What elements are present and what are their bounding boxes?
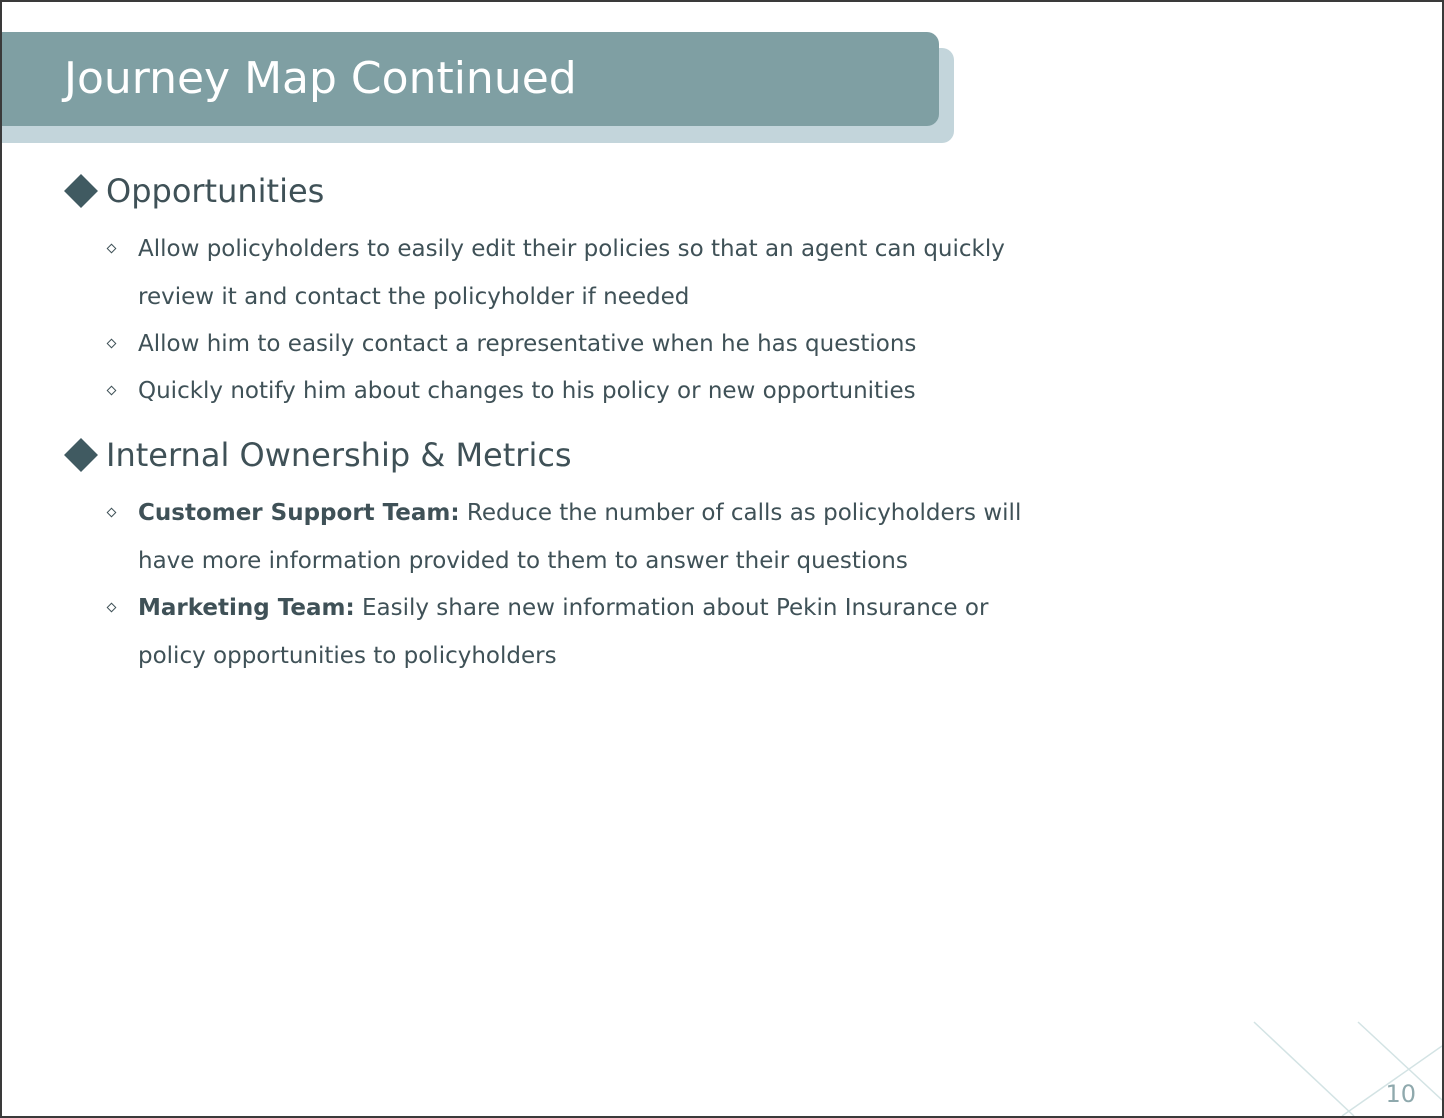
list-item <box>108 321 1048 369</box>
page-number: 10 <box>1385 1080 1416 1108</box>
section-internal-ownership-metrics <box>64 434 572 476</box>
bullet-text: Allow policyholders to easily edit their policies so that an agent can quickly review it and contact the policyholder if needed <box>138 236 1005 310</box>
list-item <box>108 368 1048 416</box>
list-item <box>108 226 1048 321</box>
diamond-bullet-icon <box>64 174 98 208</box>
diamond-bullet-icon <box>64 438 98 472</box>
slide-title: Journey Map Continued <box>64 53 577 104</box>
list-item <box>108 490 1048 585</box>
diamond-outline-bullet-icon <box>107 244 117 254</box>
bullet-body: Reduce the number of calls as policyholders will have more information provided to them to answer their questions <box>138 500 1022 574</box>
diamond-outline-bullet-icon <box>107 603 117 613</box>
diamond-outline-bullet-icon <box>107 339 117 349</box>
diamond-outline-bullet-icon <box>107 386 117 396</box>
section-title: Opportunities <box>106 172 325 210</box>
bullet-text <box>138 490 1048 585</box>
bullet-label: Marketing Team: <box>138 595 355 621</box>
diamond-outline-bullet-icon <box>107 508 117 518</box>
bullet-text: Allow him to easily contact a representative when he has questions <box>138 331 917 357</box>
section-opportunities <box>64 170 324 212</box>
bullet-text: Quickly notify him about changes to his policy or new opportunities <box>138 378 916 404</box>
corner-line <box>1254 1022 1354 1116</box>
bullet-label: Customer Support Team: <box>138 500 460 526</box>
section-title: Internal Ownership & Metrics <box>106 436 572 474</box>
bullet-body: Easily share new information about Pekin Insurance or policy opportunities to policyholders <box>138 595 989 669</box>
bullet-text <box>138 585 1048 680</box>
list-item <box>108 585 1048 680</box>
